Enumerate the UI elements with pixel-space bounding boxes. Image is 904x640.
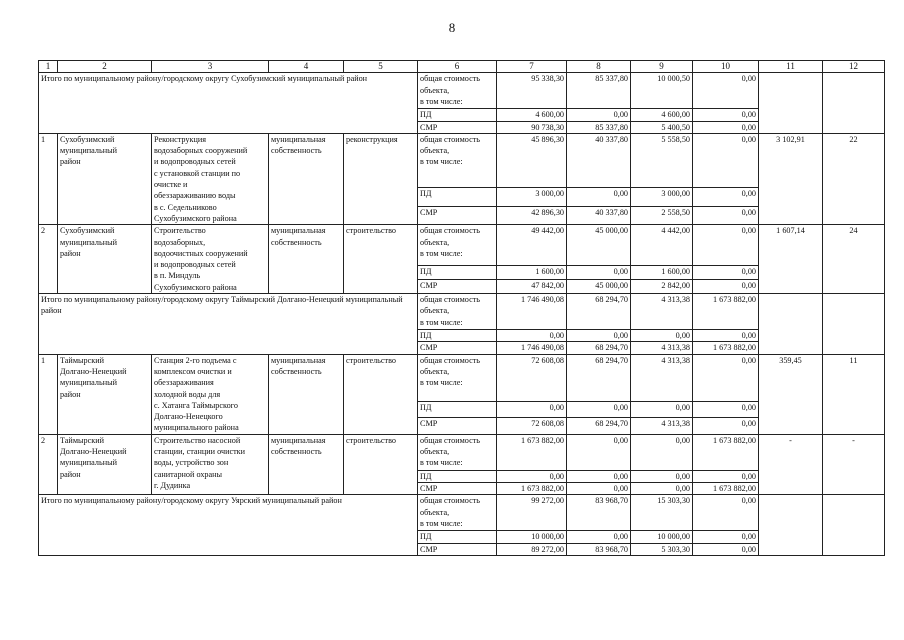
total-smr-value: 83 968,70 [567, 543, 631, 555]
total-cost-label: общая стоимость объекта, в том числе: [418, 434, 497, 470]
total-cost-value: 68 294,70 [567, 294, 631, 330]
object-name: Станция 2-го подъема с комплексом очистки и обеззараживания холодной воды для с. Хатанга Таймырского Долгано-Ненецкого муниципального района [152, 354, 269, 434]
object-pd-value: 0,00 [497, 470, 567, 482]
total-cost-value: 0,00 [693, 495, 759, 531]
section-total-row [39, 495, 885, 531]
column-header: 1 [39, 61, 58, 73]
object-pd-value: 0,00 [631, 470, 693, 482]
object-smr-value: 68 294,70 [567, 418, 631, 434]
object-smr-value: 42 896,30 [497, 206, 567, 225]
total-pd-value: 4 600,00 [631, 109, 693, 121]
object-col11: 1 607,14 [759, 225, 823, 294]
total-smr-value: 4 313,38 [631, 342, 693, 354]
page-number: 8 [448, 20, 456, 35]
total-cost-value: 15 303,30 [631, 495, 693, 531]
object-pd-value: 3 000,00 [497, 188, 567, 207]
col12-cell [823, 294, 885, 355]
object-col12: 24 [823, 225, 885, 294]
object-pd-value: 0,00 [497, 402, 567, 418]
total-smr-value: 68 294,70 [567, 342, 631, 354]
total-pd-value: 0,00 [567, 109, 631, 121]
object-cost-value: 0,00 [631, 434, 693, 470]
object-smr-value: 47 842,00 [497, 280, 567, 294]
column-header: 4 [269, 61, 344, 73]
object-pd-value: 0,00 [567, 402, 631, 418]
total-cost-label: общая стоимость объекта, в том числе: [418, 294, 497, 330]
object-number: 2 [39, 434, 58, 495]
section-total-label: Итого по муниципальному району/городскому округу Сухобузимский муниципальный район [39, 73, 418, 134]
total-cost-value: 85 337,80 [567, 73, 631, 109]
total-smr-value: 85 337,80 [567, 121, 631, 133]
object-row [39, 133, 885, 187]
smr-label: СМР [418, 206, 497, 225]
smr-label: СМР [418, 121, 497, 133]
pd-label: ПД [418, 266, 497, 280]
object-col12: 22 [823, 133, 885, 224]
smr-label: СМР [418, 483, 497, 495]
total-cost-value: 1 746 490,08 [497, 294, 567, 330]
object-smr-value: 0,00 [693, 418, 759, 434]
object-cost-value: 0,00 [693, 225, 759, 266]
pd-label: ПД [418, 330, 497, 342]
object-cost-value: 4 442,00 [631, 225, 693, 266]
object-pd-value: 1 600,00 [631, 266, 693, 280]
total-smr-value: 90 738,30 [497, 121, 567, 133]
section-total-row [39, 73, 885, 109]
section-total-row [39, 294, 885, 330]
object-cost-value: 72 608,08 [497, 354, 567, 402]
object-cost-value: 4 313,38 [631, 354, 693, 402]
object-cost-value: 45 000,00 [567, 225, 631, 266]
total-smr-value: 89 272,00 [497, 543, 567, 555]
object-col11: 3 102,91 [759, 133, 823, 224]
pd-label: ПД [418, 109, 497, 121]
object-smr-value: 0,00 [693, 280, 759, 294]
column-header: 2 [58, 61, 152, 73]
total-cost-label: общая стоимость объекта, в том числе: [418, 225, 497, 266]
object-number: 1 [39, 133, 58, 224]
total-cost-value: 10 000,50 [631, 73, 693, 109]
object-ownership: муниципальная собственность [269, 434, 344, 495]
smr-label: СМР [418, 418, 497, 434]
object-smr-value: 40 337,80 [567, 206, 631, 225]
col12-cell [823, 73, 885, 134]
total-pd-value: 0,00 [567, 330, 631, 342]
object-cost-value: 40 337,80 [567, 133, 631, 187]
section-total-label: Итого по муниципальному району/городскому округу Таймырский Долгано-Ненецкий муниципальный район [39, 294, 418, 355]
total-cost-value: 1 673 882,00 [693, 294, 759, 330]
total-cost-label: общая стоимость объекта, в том числе: [418, 133, 497, 187]
pd-label: ПД [418, 470, 497, 482]
object-smr-value: 45 000,00 [567, 280, 631, 294]
object-col11: 359,45 [759, 354, 823, 434]
smr-label: СМР [418, 543, 497, 555]
column-header: 12 [823, 61, 885, 73]
object-cost-value: 45 896,30 [497, 133, 567, 187]
object-smr-value: 0,00 [567, 483, 631, 495]
object-name: Реконструкция водозаборных сооружений и водопроводных сетей с установкой станции по очистке и обеззараживанию воды в с. Седельниково Сухобузимского района [152, 133, 269, 224]
object-smr-value: 2 842,00 [631, 280, 693, 294]
column-header: 10 [693, 61, 759, 73]
pd-label: ПД [418, 188, 497, 207]
object-municipality: Таймырский Долгано-Ненецкий муниципальный район [58, 354, 152, 434]
object-name: Строительство насосной станции, станции очистки воды, устройство зон санитарной охраны г. Дудинка [152, 434, 269, 495]
total-pd-value: 0,00 [693, 109, 759, 121]
object-row [39, 434, 885, 470]
object-work-type: строительство [344, 354, 418, 434]
object-municipality: Таймырский Долгано-Ненецкий муниципальный район [58, 434, 152, 495]
total-pd-value: 10 000,00 [631, 531, 693, 543]
object-pd-value: 3 000,00 [631, 188, 693, 207]
object-pd-value: 0,00 [567, 188, 631, 207]
object-pd-value: 0,00 [631, 402, 693, 418]
total-smr-value: 1 746 490,08 [497, 342, 567, 354]
total-cost-value: 0,00 [693, 73, 759, 109]
object-pd-value: 0,00 [693, 402, 759, 418]
object-cost-value: 1 673 882,00 [497, 434, 567, 470]
pd-label: ПД [418, 531, 497, 543]
object-number: 2 [39, 225, 58, 294]
column-header: 3 [152, 61, 269, 73]
column-header: 5 [344, 61, 418, 73]
total-cost-value: 99 272,00 [497, 495, 567, 531]
object-name: Строительство водозаборных, водоочистных сооружений и водопроводных сетей в п. Миндуль Сухобузимского района [152, 225, 269, 294]
object-col12: 11 [823, 354, 885, 434]
total-cost-label: общая стоимость объекта, в том числе: [418, 73, 497, 109]
object-work-type: строительство [344, 225, 418, 294]
total-cost-value: 4 313,38 [631, 294, 693, 330]
total-pd-value: 0,00 [497, 330, 567, 342]
object-smr-value: 0,00 [631, 483, 693, 495]
total-pd-value: 0,00 [567, 531, 631, 543]
object-pd-value: 0,00 [693, 470, 759, 482]
total-smr-value: 5 400,50 [631, 121, 693, 133]
object-municipality: Сухобузимский муниципальный район [58, 133, 152, 224]
object-smr-value: 2 558,50 [631, 206, 693, 225]
object-row [39, 354, 885, 402]
object-cost-value: 49 442,00 [497, 225, 567, 266]
investment-table [38, 60, 885, 556]
object-smr-value: 72 608,08 [497, 418, 567, 434]
total-smr-value: 5 303,30 [631, 543, 693, 555]
object-pd-value: 0,00 [567, 266, 631, 280]
section-total-label: Итого по муниципальному району/городскому округу Уярский муниципальный район [39, 495, 418, 556]
object-smr-value: 0,00 [693, 206, 759, 225]
header-row [39, 61, 885, 73]
total-pd-value: 0,00 [631, 330, 693, 342]
object-row [39, 225, 885, 266]
object-smr-value: 4 313,38 [631, 418, 693, 434]
object-work-type: реконструкция [344, 133, 418, 224]
object-smr-value: 1 673 882,00 [497, 483, 567, 495]
col11-cell [759, 73, 823, 134]
column-header: 7 [497, 61, 567, 73]
object-ownership: муниципальная собственность [269, 133, 344, 224]
object-smr-value: 1 673 882,00 [693, 483, 759, 495]
object-ownership: муниципальная собственность [269, 354, 344, 434]
object-cost-value: 0,00 [567, 434, 631, 470]
pd-label: ПД [418, 402, 497, 418]
total-smr-value: 1 673 882,00 [693, 342, 759, 354]
total-smr-value: 0,00 [693, 121, 759, 133]
object-work-type: строительство [344, 434, 418, 495]
object-cost-value: 0,00 [693, 354, 759, 402]
object-pd-value: 0,00 [693, 188, 759, 207]
object-pd-value: 0,00 [567, 470, 631, 482]
object-ownership: муниципальная собственность [269, 225, 344, 294]
total-pd-value: 10 000,00 [497, 531, 567, 543]
object-cost-value: 1 673 882,00 [693, 434, 759, 470]
object-cost-value: 68 294,70 [567, 354, 631, 402]
column-header: 11 [759, 61, 823, 73]
total-cost-value: 95 338,30 [497, 73, 567, 109]
smr-label: СМР [418, 280, 497, 294]
object-pd-value: 1 600,00 [497, 266, 567, 280]
col11-cell [759, 495, 823, 556]
total-pd-value: 0,00 [693, 330, 759, 342]
total-smr-value: 0,00 [693, 543, 759, 555]
smr-label: СМР [418, 342, 497, 354]
col11-cell [759, 294, 823, 355]
total-pd-value: 0,00 [693, 531, 759, 543]
total-pd-value: 4 600,00 [497, 109, 567, 121]
object-cost-value: 0,00 [693, 133, 759, 187]
object-number: 1 [39, 354, 58, 434]
column-header: 9 [631, 61, 693, 73]
object-cost-value: 5 558,50 [631, 133, 693, 187]
total-cost-label: общая стоимость объекта, в том числе: [418, 354, 497, 402]
object-pd-value: 0,00 [693, 266, 759, 280]
total-cost-label: общая стоимость объекта, в том числе: [418, 495, 497, 531]
col12-cell [823, 495, 885, 556]
column-header: 6 [418, 61, 497, 73]
column-header: 8 [567, 61, 631, 73]
total-cost-value: 83 968,70 [567, 495, 631, 531]
object-municipality: Сухобузимский муниципальный район [58, 225, 152, 294]
object-col12: - [823, 434, 885, 495]
object-col11: - [759, 434, 823, 495]
